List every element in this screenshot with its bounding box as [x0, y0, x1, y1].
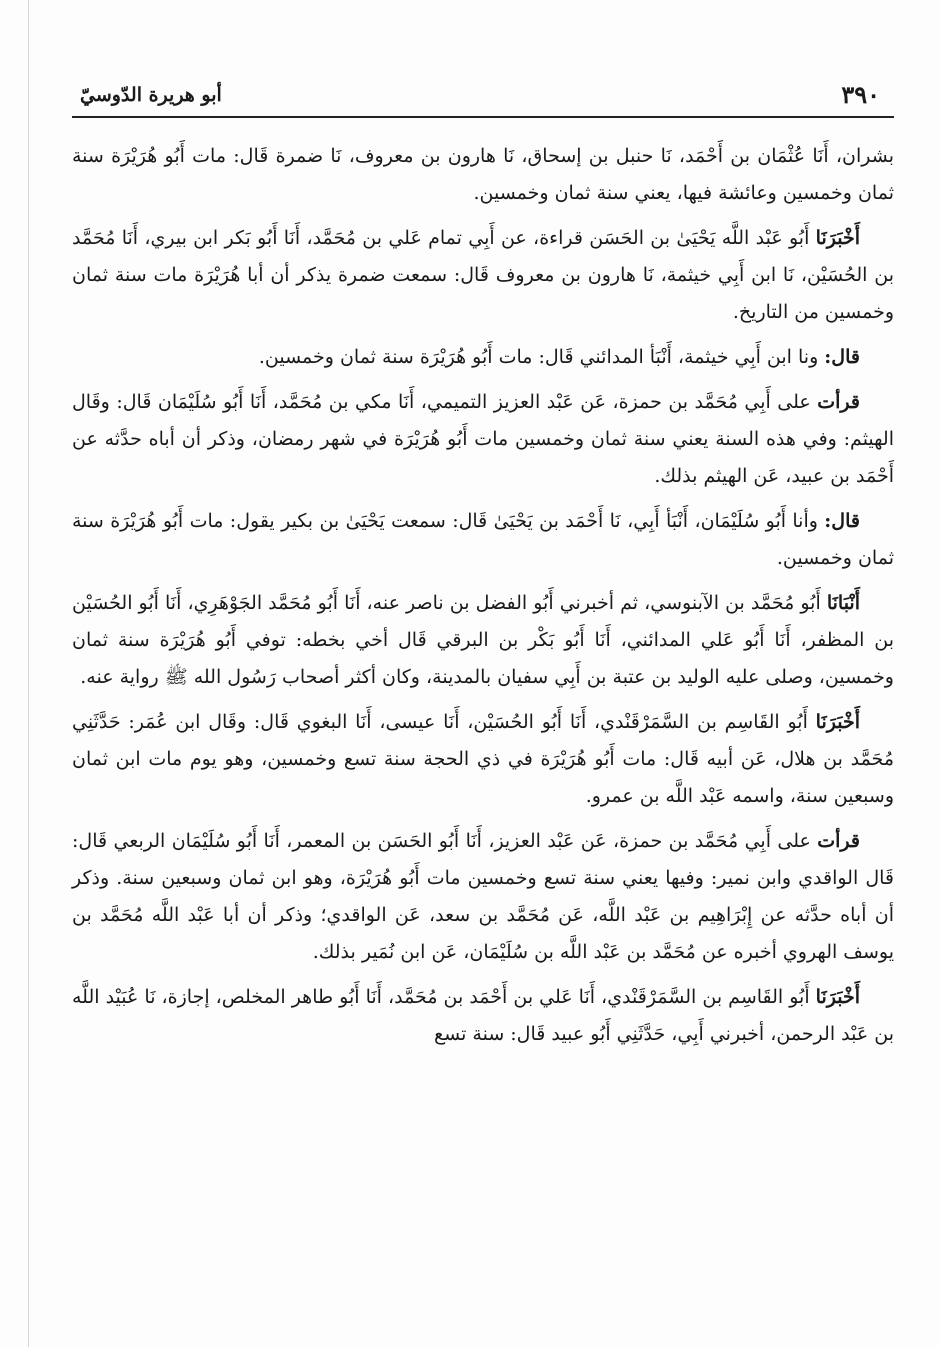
page-header — [72, 70, 894, 114]
paragraph — [72, 979, 894, 1053]
paragraph-lead: قرأت — [817, 830, 860, 852]
paragraph — [72, 823, 894, 971]
paragraph-text: أَبُو القَاسِم بن السَّمَرْقَنْدي، أَنَا عَلي بن أَحْمَد بن مُحَمَّد، أَنَا أَبُو طاهر المخلص، إجازة، نَا عُبَيْد اللَّه بن عَبْد الرحمن، أخبرني أَبِي، حَدَّثَنِي أَبُو عبيد قَال: سنة تسع — [72, 986, 894, 1045]
paragraph-lead: أَنْبَانَا — [826, 592, 860, 614]
paragraph-text: أَبُو عَبْد اللَّه يَحْيَىٰ بن الحَسَن قراءة، عن أَبِي تمام عَلي بن مُحَمَّد، أَنَا أَبُو بَكر ابن بيري، أَنَا مُحَمَّد بن الحُسَيْن، نَا ابن أَبِي خيثمة، نَا هارون بن معروف قَال: سمعت ضمرة يذكر أن أبا هُرَيْرَة مات سنة ثمان وخمسين من التاريخ. — [72, 227, 894, 323]
paragraph-lead: أَخْبَرَنَا — [815, 227, 860, 249]
paragraph — [72, 585, 894, 696]
paragraph-lead: قرأت — [817, 391, 860, 413]
paragraph — [72, 339, 894, 376]
paragraph-text: أَبُو مُحَمَّد بن الآبنوسي، ثم أخبرني أَبُو الفضل بن ناصر عنه، أَنَا أَبُو مُحَمَّد الجَوْهَرِي، أَنَا أَبُو الحُسَيْن بن المظفر، أَنَا أَبُو عَلي المدائني، أَنَا أَبُو بَكْر بن البرقي قَال أخي بخطه: توفي أَبُو هُرَيْرَة سنة ثمان وخمسين، وصلى عليه الوليد بن عتبة بن أَبِي سفيان بالمدينة، وكان أكثر أصحاب رَسُول الله ﷺ رواية عنه. — [72, 592, 894, 688]
header-rule — [72, 116, 894, 118]
running-title: أبو هريرة الدّوسيّ — [80, 84, 222, 106]
paragraph — [72, 138, 894, 212]
paragraph-text: بشران، أَنَا عُثْمَان بن أَحْمَد، نَا حنبل بن إسحاق، نَا هارون بن معروف، نَا ضمرة قَال: مات أَبُو هُرَيْرَة سنة ثمان وخمسين وعائشة فيها، يعني سنة ثمان وخمسين. — [72, 145, 894, 204]
paragraph — [72, 220, 894, 331]
paragraph-text: وأنا أَبُو سُلَيْمَان، أَنْبَأ أَبِي، نَا أَحْمَد بن يَحْيَىٰ قَال: سمعت يَحْيَىٰ بن بكير يقول: مات أَبُو هُرَيْرَة سنة ثمان وخمسين. — [72, 510, 894, 569]
paragraph-lead: أَخْبَرَنَا — [815, 986, 860, 1008]
paragraph-lead: أَخْبَرَنَا — [815, 711, 860, 733]
paragraph — [72, 384, 894, 495]
page-number: ٣٩٠ — [841, 80, 880, 109]
scan-edge-line — [28, 0, 29, 1347]
paragraph-text: على أَبِي مُحَمَّد بن حمزة، عَن عَبْد العزيز، أَنَا أَبُو الحَسَن بن المعمر، أَنَا أَبُو سُلَيْمَان الربعي قَال: قَال الواقدي وابن نمير: وفيها يعني سنة تسع وخمسين مات أَبُو هُرَيْرَة، وهو ابن ثمان وسبعين سنة. وذكر أن أباه حدَّثه عن إِبْرَاهِيم بن عَبْد اللَّه، عَن مُحَمَّد بن سعد، عَن الواقدي؛ وذكر أن أبا عَبْد اللَّه مُحَمَّد بن يوسف الهروي أخبره عن مُحَمَّد بن عَبْد اللَّه بن سُلَيْمَان، عَن ابن نُمَير بذلك. — [72, 830, 894, 963]
paragraph — [72, 704, 894, 815]
paragraph — [72, 503, 894, 577]
paragraph-text: على أَبِي مُحَمَّد بن حمزة، عَن عَبْد العزيز التميمي، أَنَا مكي بن مُحَمَّد، أَنَا أَبُو سُلَيْمَان قَال: وقَال الهيثم: وفي هذه السنة يعني سنة ثمان وخمسين مات أَبُو هُرَيْرَة في شهر رمضان، وذكر أن أباه حدَّثه عن أَحْمَد بن عبيد، عَن الهيثم بذلك. — [72, 391, 894, 487]
paragraph-lead: قال: — [824, 346, 860, 368]
paragraph-lead: قال: — [824, 510, 860, 532]
paragraph-text: أَبُو القَاسِم بن السَّمَرْقَنْدي، أَنَا أَبُو الحُسَيْن، أَنَا عيسى، أَنَا البغوي قَال: وقَال ابن عُمَر: حَدَّثَنِي مُحَمَّد بن هلال، عَن أبيه قَال: مات أَبُو هُرَيْرَة في ذي الحجة سنة تسع وخمسين، وهو يوم مات ابن ثمان وسبعين سنة، واسمه عَبْد اللَّه بن عمرو. — [72, 711, 894, 807]
body-text — [72, 138, 894, 1061]
paragraph-text: ونا ابن أَبِي خيثمة، أَنْبَأ المدائني قَال: مات أَبُو هُرَيْرَة سنة ثمان وخمسين. — [258, 346, 825, 368]
